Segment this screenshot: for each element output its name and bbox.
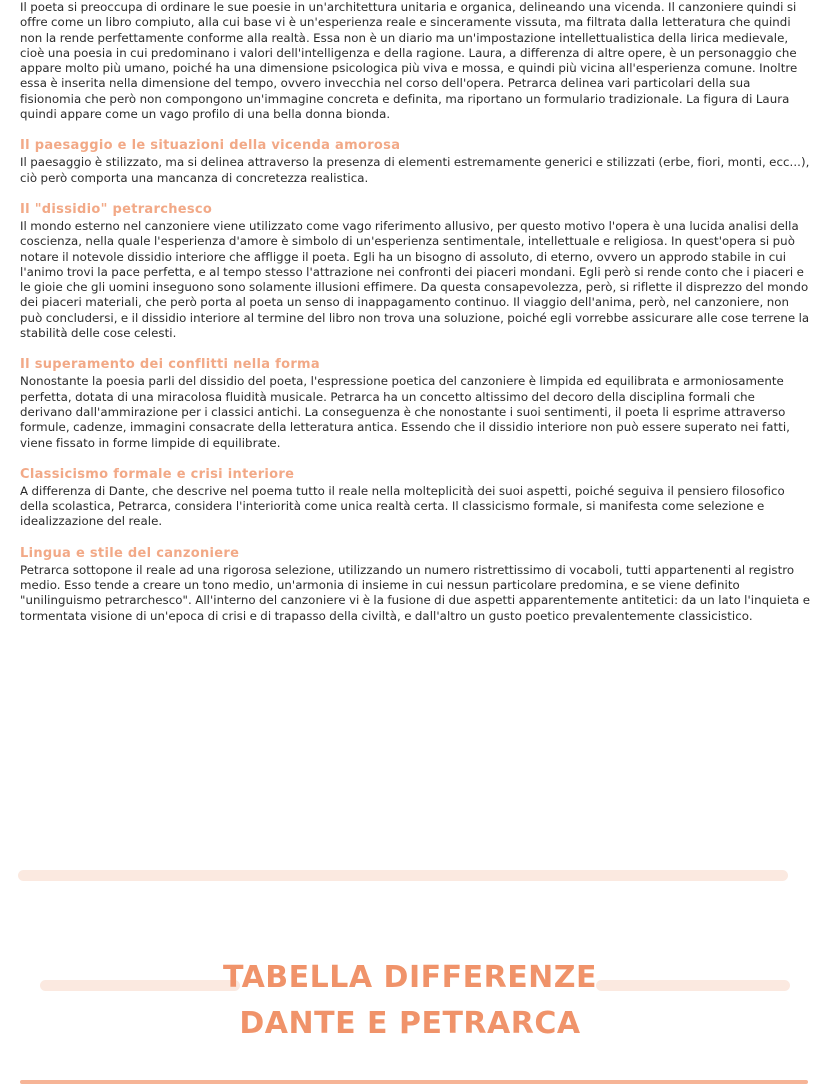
footer-title-line1: TABELLA DIFFERENZE [222, 960, 598, 995]
section-dissidio [20, 202, 810, 341]
section-heading: Il "dissidio" petrarchesco [20, 201, 213, 217]
divider-bar [18, 870, 788, 881]
section-heading: Classicismo formale e crisi interiore [20, 466, 295, 482]
section-superamento [20, 357, 810, 450]
section-paragraph: A differenza di Dante, che descrive nel poema tutto il reale nella molteplicità dei suoi aspetti, poiché seguiva il pensiero filosofico della scolastica, Petrarca, considera l'interiorità come unica realtà certa. Il classicismo formale, si manifesta come selezione e idealizzazione del reale. [20, 483, 785, 529]
bottom-accent-line [20, 1080, 808, 1084]
section-paragraph: Nonostante la poesia parli del dissidio del poeta, l'espressione poetica del canzoniere è limpida ed equilibrata e armoniosamente perfetta, dotata di una miracolosa fluidità musicale. Petrarca ha un concetto altissimo del decoro della disciplina formali che derivano dall'ammirazione per i classici antichi. La conseguenza è che nonostante i suoi sentimenti, il poeta li esprime attraverso formule, cadenze, immagini consacrate della letteratura antica. Essendo che il dissidio interiore non può essere superato nei fatti, viene fissato in forme limpide di equilibrate. [20, 374, 790, 450]
section-heading: Il paesaggio e le situazioni della vicenda amorosa [20, 138, 401, 154]
document-body [20, 0, 810, 624]
section-heading: Il superamento dei conflitti nella forma [20, 357, 320, 373]
section-classicismo [20, 467, 810, 530]
section-paragraph: Il mondo esterno nel canzoniere viene utilizzato come vago riferimento allusivo, per questo motivo l'opera è una lucida analisi della coscienza, nella quale l'esperienza d'amore è simbolo di un'esperienza sentimentale, intellettuale e religiosa. In quest'opera si può notare il notevole dissidio interiore che affligge il poeta. Egli ha un bisogno di assoluto, di eterno, ovvero un approdo stabile in cui l'animo trovi la pace perfetta, e al tempo stesso l'attrazione nei confronti dei piaceri mondani. Egli però si rende conto che i piaceri e le gioie che gli uomini inseguono sono solamente illusioni effimere. Da questa consapevolezza, però, si riflette il disprezzo del mondo dei piaceri materiali, che però porta al poeta un senso di inappagamento continuo. Il viaggio dell'anima, però, nel canzoniere, non può concludersi, e il dissidio interiore al termine del libro non trova una soluzione, poiché egli vorrebbe assicurare alle cose terrene la stabilità delle cose celesti. [20, 218, 810, 341]
footer-title [200, 955, 620, 1047]
footer-title-line2: DANTE E PETRARCA [239, 1006, 581, 1041]
section-paesaggio [20, 138, 810, 186]
section-paragraph: Petrarca sottopone il reale ad una rigorosa selezione, utilizzando un numero ristrettissimo di vocaboli, tutti appartenenti al registro medio. Esso tende a creare un tono medio, un'armonia di insieme in cui nessun particolare predomina, e se viene definito "unilinguismo petrarchesco". All'interno del canzoniere vi è la fusione di due aspetti apparentemente antitetici: da un lato l'inquieta e tormentata visione di un'epoca di crisi e di trapasso della civiltà, e dall'altro un gusto poetico prevalentemente classicistico. [20, 562, 811, 623]
section-lingua-stile [20, 546, 810, 624]
intro-paragraph: Il poeta si preoccupa di ordinare le sue poesie in un'architettura unitaria e organica, delineando una vicenda. Il canzoniere quindi si offre come un libro compiuto, alla cui base vi è un'esperienza reale e sinceramente vissuta, ma filtrata dalla letteratura che quindi non la rende perfettamente conforme alla realtà. Essa non è un diario ma un'impostazione intellettualistica della lirica medievale, cioè una poesia in cui predominano i valori dell'intelligenza e della ragione. Laura, a differenza di altre opere, è un personaggio che appare molto più umano, poiché ha una dimensione psicologica più viva e mossa, e quindi più vicina all'esperienza comune. Inoltre essa è inserita nella dimensione del tempo, ovvero invecchia nel corso dell'opera. Petrarca delinea vari particolari della sua fisionomia che però non compongono un'immagine concreta e definita, ma riportano un formulario tradizionale. La figura di Laura quindi appare come un vago profilo di una bella donna bionda. [20, 0, 798, 122]
section-paragraph: Il paesaggio è stilizzato, ma si delinea attraverso la presenza di elementi estremamente generici e stilizzati (erbe, fiori, monti, ecc...), ciò però comporta una mancanza di concretezza realistica. [20, 155, 810, 185]
section-heading: Lingua e stile del canzoniere [20, 545, 240, 561]
title-right-bar [596, 980, 790, 991]
